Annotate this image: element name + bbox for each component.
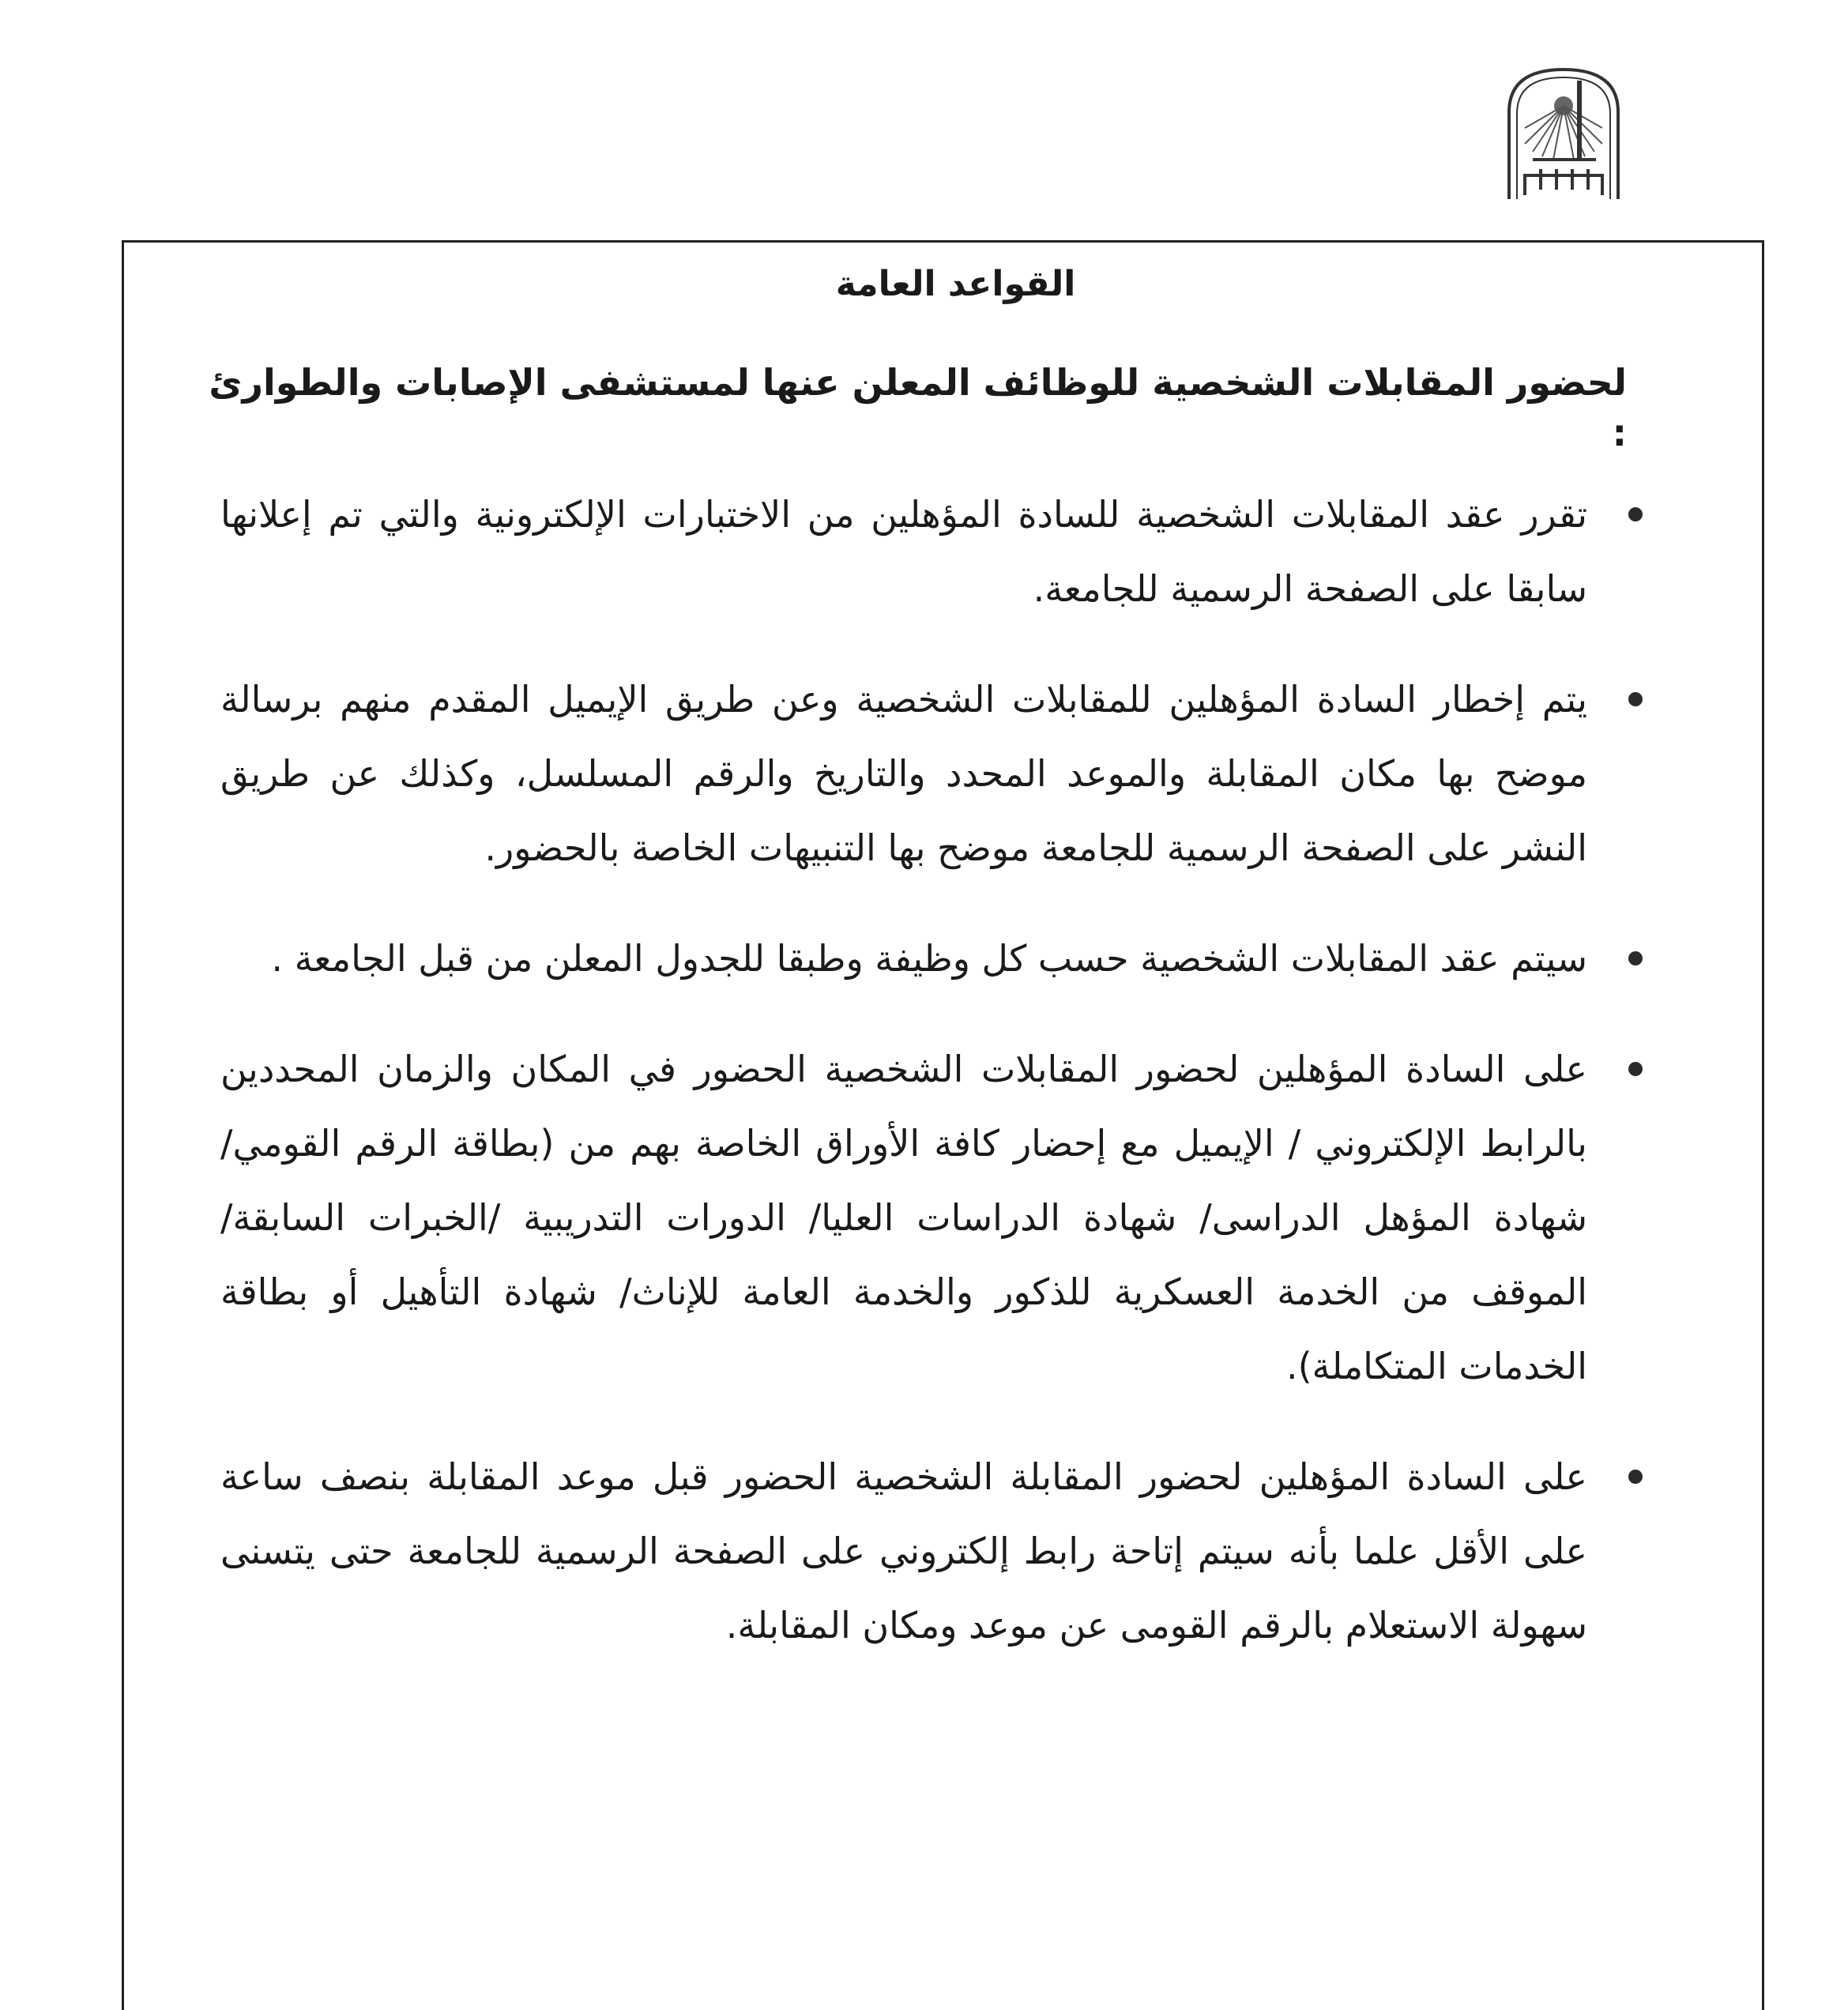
rule-text: يتم إخطار السادة المؤهلين للمقابلات الشخصية وعن طريق الإيميل المقدم منهم برسالة موضح بها مكان المقابلة والموعد المحدد والتاريخ والرقم المسلسل، وكذلك عن طريق النشر على الصفحة الرسمية للجامعة موضح بها التنبيهات الخاصة بالحضور. bbox=[220, 678, 1587, 869]
rule-item bbox=[220, 921, 1643, 996]
page-subtitle: لحضور المقابلات الشخصية للوظائف المعلن عنها لمستشفى الإصابات والطوارئ : bbox=[209, 361, 1627, 454]
rule-item bbox=[220, 1440, 1643, 1662]
bullet-icon bbox=[1628, 1470, 1643, 1484]
bullet-icon bbox=[1628, 507, 1643, 521]
rule-item bbox=[220, 1032, 1643, 1403]
rule-item bbox=[220, 477, 1643, 626]
rule-text: على السادة المؤهلين لحضور المقابلة الشخصية الحضور قبل موعد المقابلة بنصف ساعة على الأقل علما بأنه سيتم إتاحة رابط إلكتروني على الصفحة الرسمية للجامعة حتى يتسنى سهولة الاستعلام بالرقم القومى عن موعد ومكان المقابلة. bbox=[220, 1455, 1587, 1647]
rule-text: تقرر عقد المقابلات الشخصية للسادة المؤهلين من الاختبارات الإلكترونية والتي تم إعلانها سابقا على الصفحة الرسمية للجامعة. bbox=[220, 493, 1587, 610]
bullet-icon bbox=[1628, 951, 1643, 965]
rule-item bbox=[220, 662, 1643, 885]
bullet-icon bbox=[1628, 692, 1643, 706]
rules-list bbox=[220, 477, 1643, 1699]
rule-text: سيتم عقد المقابلات الشخصية حسب كل وظيفة وطبقا للجدول المعلن من قبل الجامعة . bbox=[271, 937, 1587, 980]
bullet-icon bbox=[1628, 1062, 1643, 1076]
university-logo bbox=[1501, 65, 1626, 201]
page-title: القواعد العامة bbox=[835, 264, 1076, 304]
rule-text: على السادة المؤهلين لحضور المقابلات الشخصية الحضور في المكان والزمان المحددين بالرابط الإلكتروني / الإيميل مع إحضار كافة الأوراق الخاصة بهم من (بطاقة الرقم القومي/شهادة المؤهل الدراسى/ شهادة الدراسات العليا/ الدورات التدريبية /الخبرات السابقة/ الموقف من الخدمة العسكرية للذكور والخدمة العامة للإناث/ شهادة التأهيل أو بطاقة الخدمات المتكاملة). bbox=[220, 1048, 1587, 1387]
